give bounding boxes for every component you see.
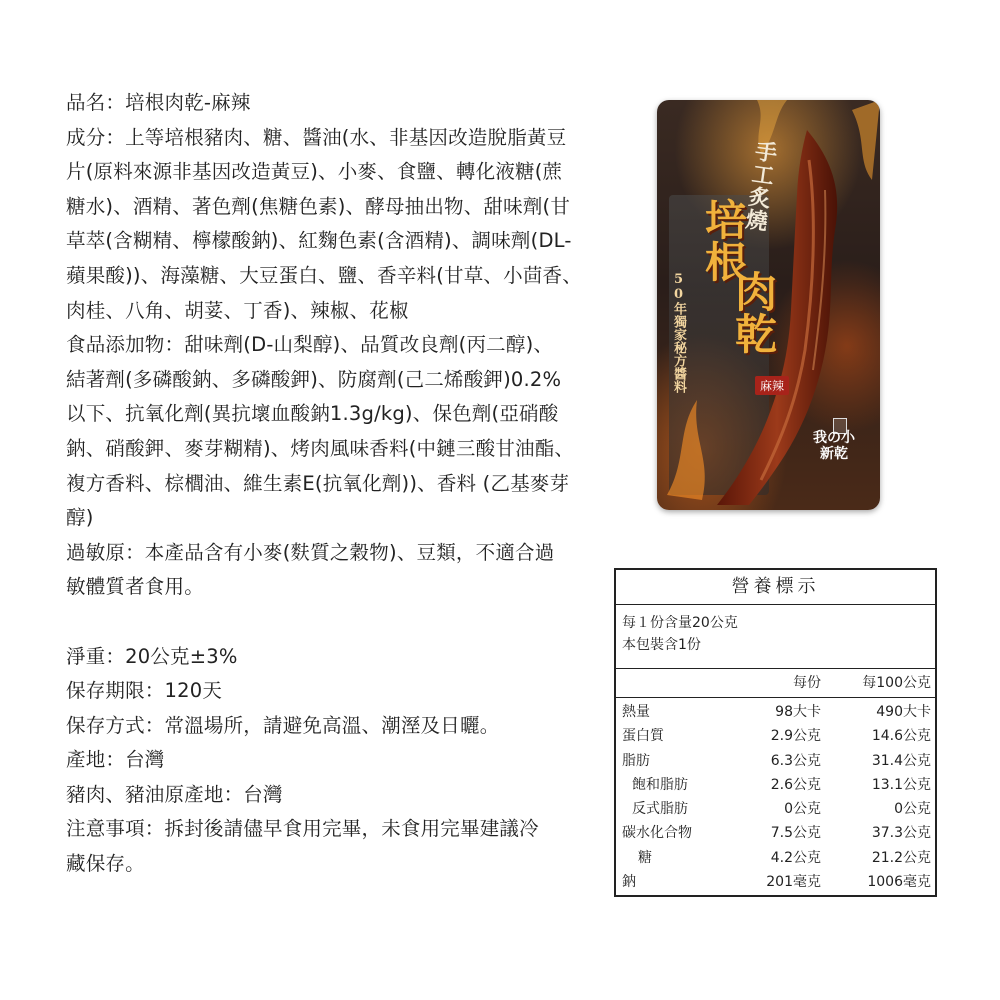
info-line: 保存期限：120天 [66,679,223,703]
nutrition-row [616,797,935,821]
nutrient-per-100g: 13.1公克 [871,776,931,793]
package-title-2: 肉乾 [729,270,778,354]
brand-line-1: 我の小 [813,430,855,446]
nutrient-per-100g: 490大卡 [876,704,931,720]
info-line: 過敏原：本產品含有小麥(麩質之穀物)、豆類，不適合過 [66,540,555,564]
nutrition-row [616,773,935,797]
nutrient-per-serving: 98大卡 [775,704,821,720]
nutrient-per-serving: 7.5公克 [770,825,821,842]
info-line: 成分：上等培根豬肉、糖、醬油(水、非基因改造脫脂黃豆 [66,125,567,149]
nutrition-rows [616,698,935,894]
info-line: 注意事項：拆封後請儘早食用完畢，未食用完畢建議冷 [66,817,539,841]
serving-size: 每１份含量20公克 [622,615,738,631]
col-header-per-100g: 每100公克 [862,675,931,691]
brand-line-2: 新乾 [820,446,848,462]
nutrition-row [616,724,935,748]
nutrition-row [616,749,935,773]
package-subtitle: 手工炙燒 [740,138,780,234]
info-line: 敏體質者食用。 [66,575,204,599]
info-line: 鈉、硝酸鉀、麥芽糊精)、烤肉風味香料(中鏈三酸甘油酯、 [66,436,575,460]
nutrient-per-100g: 21.2公克 [871,849,931,866]
info-line: 結著劑(多磷酸鈉、多磷酸鉀)、防腐劑(己二烯酸鉀)0.2% [66,367,562,391]
nutrient-name: 蛋白質 [622,728,664,745]
package-title-1: 培根 [699,198,748,282]
nutrition-row [616,846,935,870]
nutrient-name: 鈉 [622,874,636,891]
nutrition-row [616,821,935,845]
info-line: 淨重：20公克±3% [66,644,238,668]
nutrient-per-serving: 2.6公克 [770,776,821,793]
nutrition-facts-table [614,568,937,897]
nutrient-per-serving: 6.3公克 [770,752,821,769]
info-line: 食品添加物：甜味劑(D-山梨醇)、品質改良劑(丙二醇)、 [66,333,554,357]
nutrient-per-100g: 31.4公克 [871,752,931,769]
nutrient-per-100g: 14.6公克 [871,728,931,745]
info-line: 豬肉、豬油原產地：台灣 [66,782,283,806]
info-line: 草萃(含糊精、檸檬酸鈉)、紅麴色素(含酒精)、調味劑(DL- [66,229,572,253]
info-line: 藏保存。 [66,852,145,876]
info-line: 糖水)、酒精、著色劑(焦糖色素)、酵母抽出物、甜味劑(甘 [66,194,571,218]
info-line: 以下、抗氧化劑(異抗壞血酸鈉1.3g/kg)、保色劑(亞硝酸 [66,402,559,426]
nutrient-per-serving: 4.2公克 [770,849,821,866]
info-line: 片(原料來源非基因改造黃豆)、小麥、食鹽、轉化液糖(蔗 [66,160,563,184]
nutrient-name: 反式脂肪 [632,801,688,818]
nutrition-row [616,700,935,724]
info-line: 肉桂、八角、胡荽、丁香)、辣椒、花椒 [66,298,409,322]
nutrition-serving-info [616,605,935,669]
info-line: 保存方式：常溫場所，請避免高溫、潮溼及日曬。 [66,713,500,737]
nutrient-name: 糖 [638,849,652,866]
servings-per-package: 本包裝含1份 [622,637,701,653]
nutrient-name: 脂肪 [622,752,650,769]
nutrition-title: 營養標示 [616,570,935,605]
info-line: 產地：台灣 [66,748,165,772]
info-line: 複方香料、棕櫚油、維生素E(抗氧化劑))、香料 (乙基麥芽 [66,471,570,495]
nutrient-per-100g: 0公克 [894,801,931,818]
nutrition-column-headers [616,669,935,698]
nutrient-per-100g: 1006毫克 [867,874,931,891]
package-years-tagline: 50年獨家秘方醬料 [671,272,686,393]
nutrition-row [616,870,935,894]
info-line: 蘋果酸))、海藻糖、大豆蛋白、鹽、香辛料(甘草、小茴香、 [66,263,582,287]
nutrient-name: 熱量 [622,704,650,720]
info-line: 醇) [66,506,94,530]
product-info-text [66,86,596,882]
info-line: 品名：培根肉乾-麻辣 [66,91,251,114]
product-package-image [657,100,880,510]
info-line [66,605,596,640]
nutrient-per-serving: 0公克 [784,801,821,818]
col-header-per-serving: 每份 [793,675,821,691]
nutrient-name: 飽和脂肪 [632,776,688,793]
package-flavor-badge: 麻辣 [755,376,789,395]
package-brand-logo [809,430,859,480]
nutrient-name: 碳水化合物 [622,825,692,842]
nutrient-per-serving: 201毫克 [766,874,821,891]
nutrient-per-100g: 37.3公克 [871,825,931,842]
nutrient-per-serving: 2.9公克 [770,728,821,745]
